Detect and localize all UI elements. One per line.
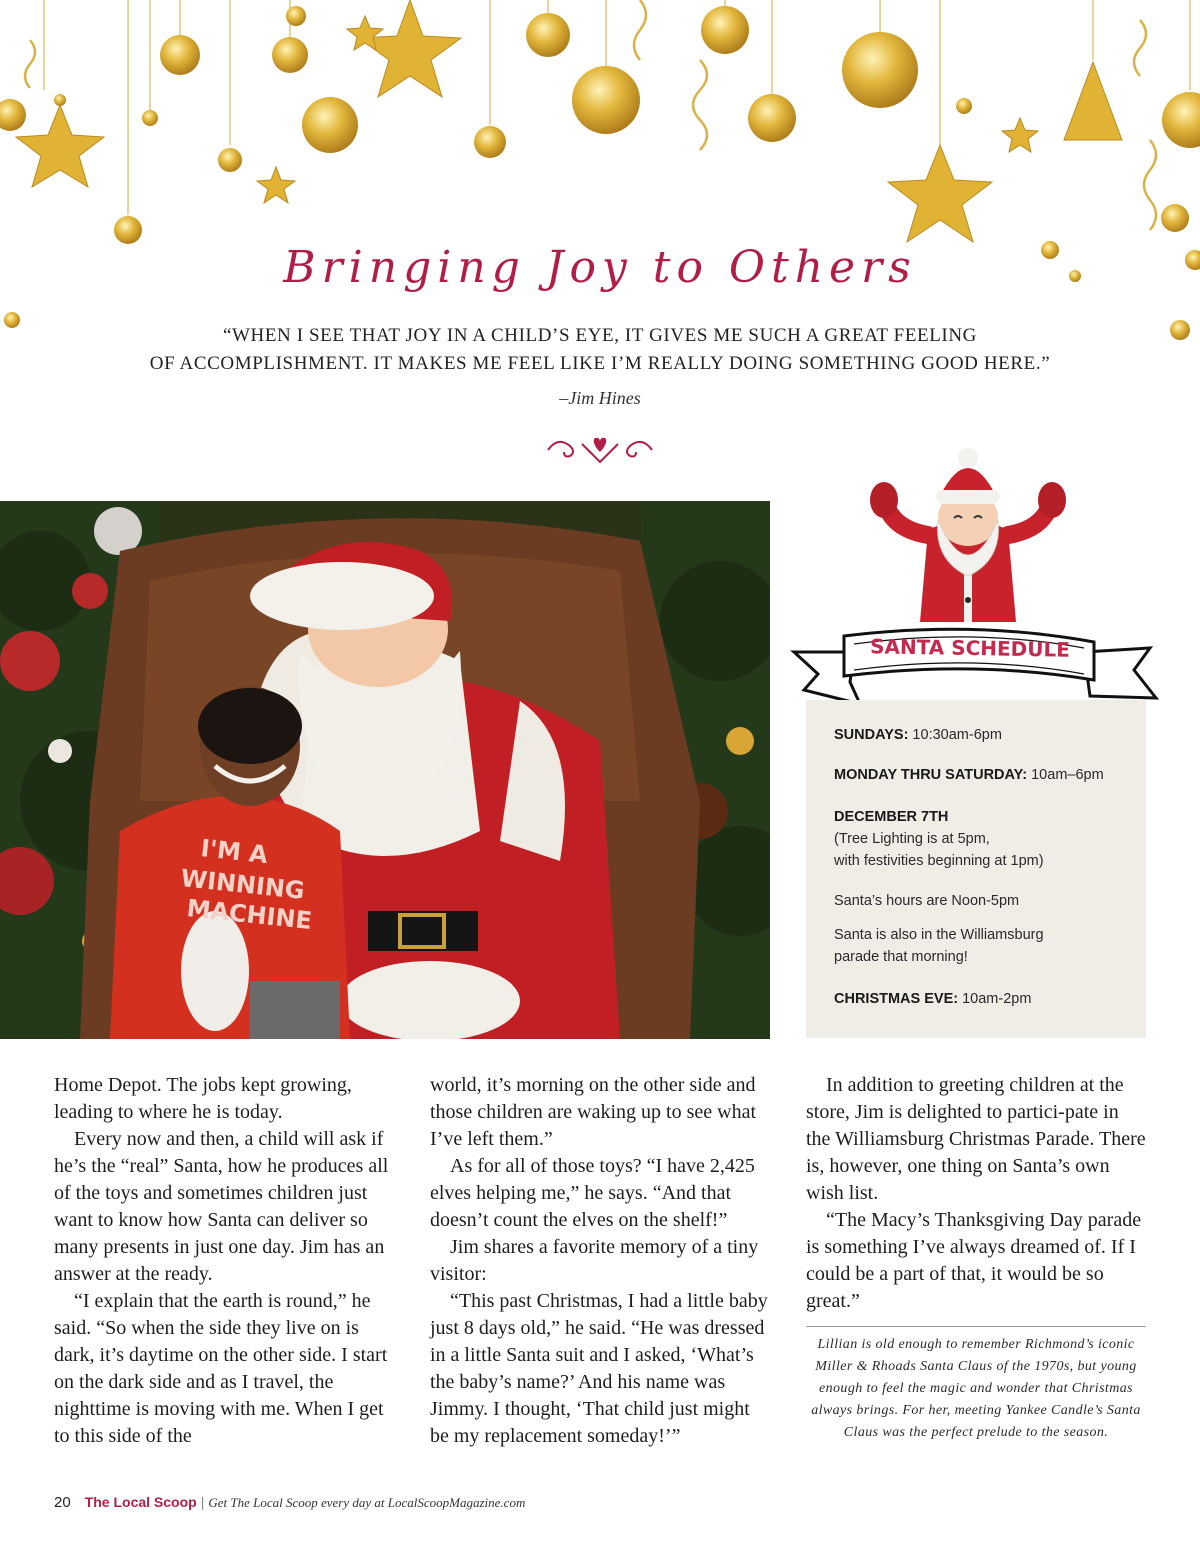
- footer-brand: The Local Scoop: [84, 1494, 197, 1510]
- heart-flourish-icon: [540, 428, 660, 468]
- parade-line-2: parade that morning!: [834, 949, 968, 965]
- schedule-mon-sat: [834, 764, 1134, 786]
- pull-quote-line-1: “WHEN I SEE THAT JOY IN A CHILD’S EYE, IT GIVES ME SUCH A GREAT FEELING: [222, 325, 978, 346]
- page-title: Bringing Joy to Others: [283, 242, 917, 293]
- quote-attribution: –Jim Hines: [559, 388, 641, 408]
- page-number: 20: [54, 1494, 71, 1511]
- shirt-text-line-3: MACHINE: [185, 894, 314, 936]
- mon-sat-value: 10am–6pm: [1027, 767, 1104, 783]
- dec7-label: DECEMBER 7TH: [834, 809, 949, 825]
- santa-schedule-box: [806, 700, 1146, 1038]
- sundays-value: 10:30am-6pm: [908, 727, 1002, 743]
- col2-paragraph-2: As for all of those toys? “I have 2,425 elves helping me,” he says. “And that doesn’t count the elves on the shelf!”: [430, 1155, 755, 1231]
- article-column-2: [430, 1072, 770, 1450]
- parade-line-1: Santa is also in the Williamsburg: [834, 927, 1044, 943]
- page-footer: [54, 1494, 954, 1511]
- dec7-line-2: with festivities beginning at 1pm): [834, 853, 1044, 869]
- schedule-heading: SANTA SCHEDULE: [869, 634, 1071, 662]
- col3-paragraph-2: “The Macy’s Thanksgiving Day parade is something I’ve always dreamed of. If I could be a part of that, it would be so great.”: [806, 1209, 1142, 1312]
- schedule-parade-note: [834, 924, 1134, 968]
- col2-paragraph-3: Jim shares a favorite memory of a tiny visitor:: [430, 1236, 759, 1285]
- footer-separator: |: [200, 1494, 205, 1510]
- santa-illustration: [868, 440, 1068, 622]
- photo-caption: Lillian is old enough to remember Richmond’s iconic Miller & Rhoads Santa Claus of the 1970s, but young enough to feel the magic and wonder that Christmas always brings. For her, meeting Yankee Candle’s Santa Claus was the perfect prelude to the season.: [811, 1337, 1141, 1440]
- col1-paragraph-1: Home Depot. The jobs kept growing, leading to where he is today.: [54, 1074, 352, 1123]
- schedule-santa-hours: Santa’s hours are Noon-5pm: [834, 893, 1020, 909]
- shirt-text-line-1: I'M A: [199, 834, 270, 869]
- col3-paragraph-1: In addition to greeting children at the store, Jim is delighted to partici-pate in the Williamsburg Christmas Parade. There is, however, one thing on Santa’s own wish list.: [806, 1074, 1146, 1204]
- santa-photo: [0, 501, 770, 1039]
- schedule-december-7: [834, 806, 1134, 872]
- col2-paragraph-1: world, it’s morning on the other side and those children are waking up to see what I’ve left them.”: [430, 1074, 757, 1150]
- pull-quote: [100, 322, 1100, 378]
- gold-ornaments-decoration: [0, 0, 1200, 360]
- schedule-sundays: [834, 724, 1134, 746]
- mon-sat-label: MONDAY THRU SATURDAY:: [834, 767, 1028, 783]
- col1-paragraph-2: Every now and then, a child will ask if he’s the “real” Santa, how he produces all of the toys and sometimes children just want to know how Santa can deliver so many presents in just one day. Jim has an answer at the ready.: [54, 1128, 389, 1285]
- pull-quote-line-2: OF ACCOMPLISHMENT. IT MAKES ME FEEL LIKE I’M REALLY DOING SOMETHING GOOD HERE.”: [149, 353, 1051, 374]
- eve-value: 10am-2pm: [958, 991, 1032, 1007]
- eve-label: CHRISTMAS EVE:: [834, 991, 959, 1007]
- col2-paragraph-4: “This past Christmas, I had a little baby just 8 days old,” he said. “He was dressed in a little Santa suit and I asked, ‘What’s the baby’s name?’ And his name was Jimmy. I thought, ‘That child just might be my replacement someday!’”: [430, 1290, 768, 1447]
- schedule-christmas-eve: [834, 988, 1134, 1010]
- col1-paragraph-3: “I explain that the earth is round,” he said. “So when the side they live on is dark, it’s daytime on the other side. I start on the dark side and as I travel, the nighttime is moving with me. When I get to this side of the: [54, 1290, 388, 1447]
- dec7-line-1: (Tree Lighting is at 5pm,: [834, 831, 990, 847]
- caption-divider: [806, 1326, 1146, 1327]
- sundays-label: SUNDAYS:: [834, 727, 909, 743]
- article-column-3: [806, 1072, 1146, 1315]
- article-column-1: [54, 1072, 394, 1450]
- footer-tagline: Get The Local Scoop every day at LocalScoopMagazine.com: [208, 1495, 526, 1510]
- shirt-text-line-2: WINNING: [179, 864, 306, 905]
